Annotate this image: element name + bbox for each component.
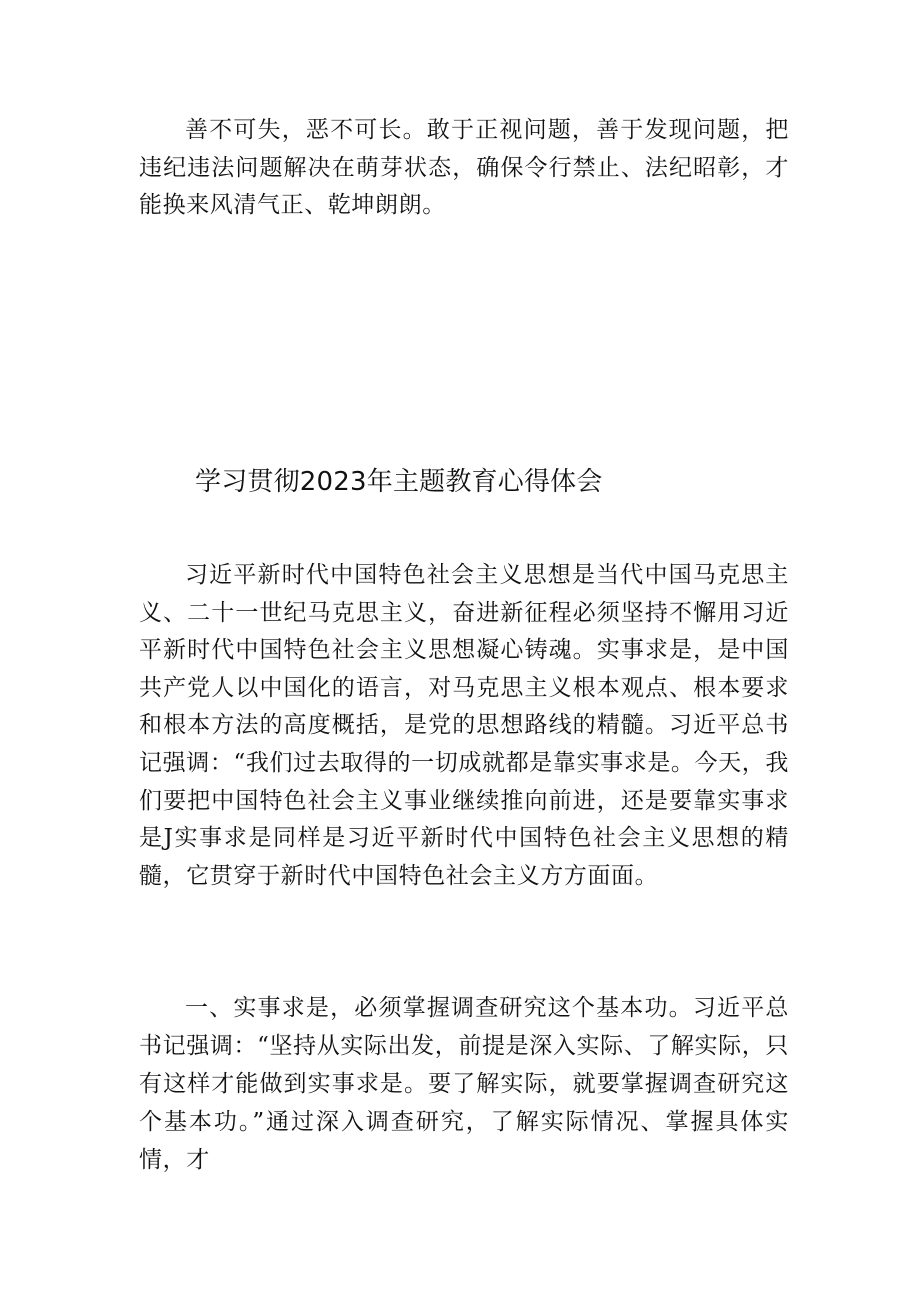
document-title: 学习贯彻2023年主题教育心得体会 (195, 467, 603, 497)
body-paragraph-1: 习近平新时代中国特色社会主义思想是当代中国马克思主义、二十一世纪马克思主义，奋进新征程必须坚持不懈用习近平新时代中国特色社会主义思想凝心铸魂。实事求是，是中国共产党人以中国化的语言，对马克思主义根本观点、根本要求和根本方法的高度概括，是党的思想路线的精髓。习近平总书记强调：“我们过去取得的一切成就都是靠实事求是。今天，我们要把中国特色社会主义事业继续推向前进，还是要靠实事求是J实事求是同样是习近平新时代中国特色社会主义思想的精髓，它贯穿于新时代中国特色社会主义方方面面。 (139, 562, 789, 889)
body-paragraph-2: 一、实事求是，必须掌握调查研究这个基本功。习近平总书记强调：“坚持从实际出发，前提是深入实际、了解实际，只有这样才能做到实事求是。要了解实际，就要掌握调查研究这个基本功。”通过深入调查研究，了解实际情况、掌握具体实情，才 (139, 995, 789, 1173)
continuation-paragraph: 善不可失，恶不可长。敢于正视问题，善于发现问题，把违纪违法问题解决在萌芽状态，确保令行禁止、法纪昭彰，才能换来风清气正、乾坤朗朗。 (139, 117, 789, 218)
